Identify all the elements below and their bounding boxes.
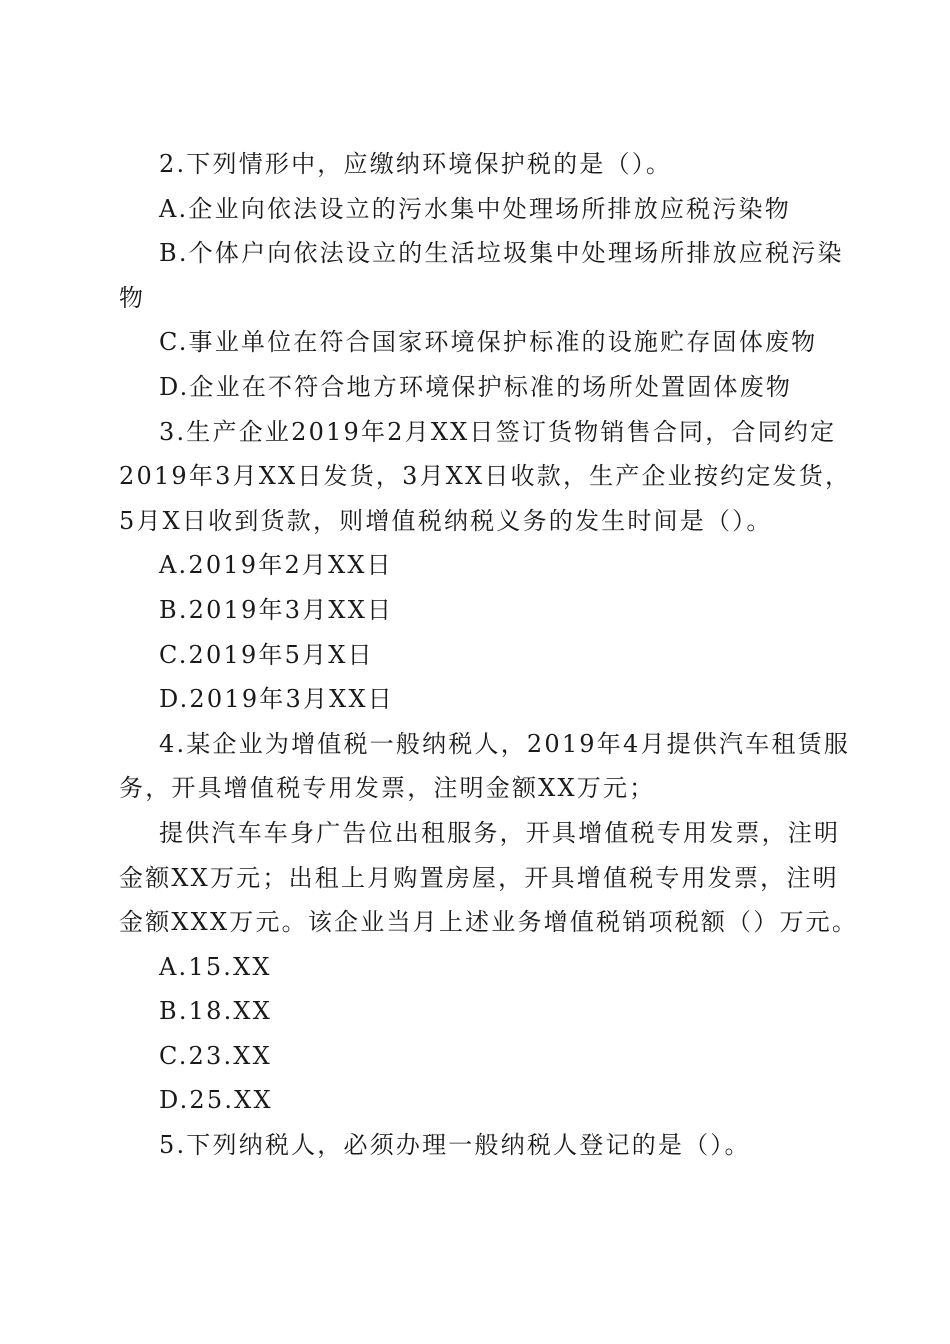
document-body	[119, 142, 859, 1168]
question-4-stem-cont-1: 务，开具增值税专用发票，注明金额XX万元；	[119, 774, 656, 803]
question-2-stem: 2.下列情形中，应缴纳环境保护税的是（）。	[159, 150, 673, 178]
question-3-option-d: D.2019年3月XX日	[159, 685, 394, 714]
question-4-stem-cont-3: 金额XX万元；出租上月购置房屋，开具增值税专用发票，注明	[119, 863, 839, 892]
question-3-option-b: B.2019年3月XX日	[159, 595, 394, 624]
question-4-stem: 4.某企业为增值税一般纳税人，2019年4月提供汽车租赁服	[159, 729, 851, 758]
question-2-option-c: C.事业单位在符合国家环境保护标准的设施贮存固体废物	[159, 328, 818, 357]
question-4-stem-cont-2: 提供汽车车身广告位出租服务，开具增值税专用发票，注明	[159, 818, 841, 847]
question-3-stem-cont-1: 2019年3月XX日发货，3月XX日收款，生产企业按约定发货，	[119, 462, 852, 491]
question-2-option-a: A.企业向依法设立的污水集中处理场所排放应税污染物	[159, 194, 791, 223]
question-2-option-b: B.个体户向依法设立的生活垃圾集中处理场所排放应税污染	[159, 239, 844, 268]
question-3-option-a: A.2019年2月XX日	[159, 551, 393, 580]
question-4-option-a: A.15.XX	[159, 952, 272, 981]
question-3-stem: 3.生产企业2019年2月XX日签订货物销售合同，合同约定	[159, 417, 837, 446]
question-5-stem: 5.下列纳税人，必须办理一般纳税人登记的是（）。	[159, 1131, 751, 1160]
question-4-option-c: C.23.XX	[159, 1041, 272, 1070]
question-4-option-d: D.25.XX	[159, 1086, 273, 1115]
question-4-stem-cont-4: 金额XXX万元。该企业当月上述业务增值税销项税额（）万元。	[119, 908, 859, 937]
question-2-option-b-cont: 物	[119, 283, 146, 312]
question-4-option-b: B.18.XX	[159, 997, 273, 1026]
question-3-option-c: C.2019年5月X日	[159, 640, 374, 669]
question-2-option-d: D.企业在不符合地方环境保护标准的场所处置固体废物	[159, 372, 793, 401]
question-3-stem-cont-2: 5月X日收到货款，则增值税纳税义务的发生时间是（）。	[119, 506, 773, 535]
